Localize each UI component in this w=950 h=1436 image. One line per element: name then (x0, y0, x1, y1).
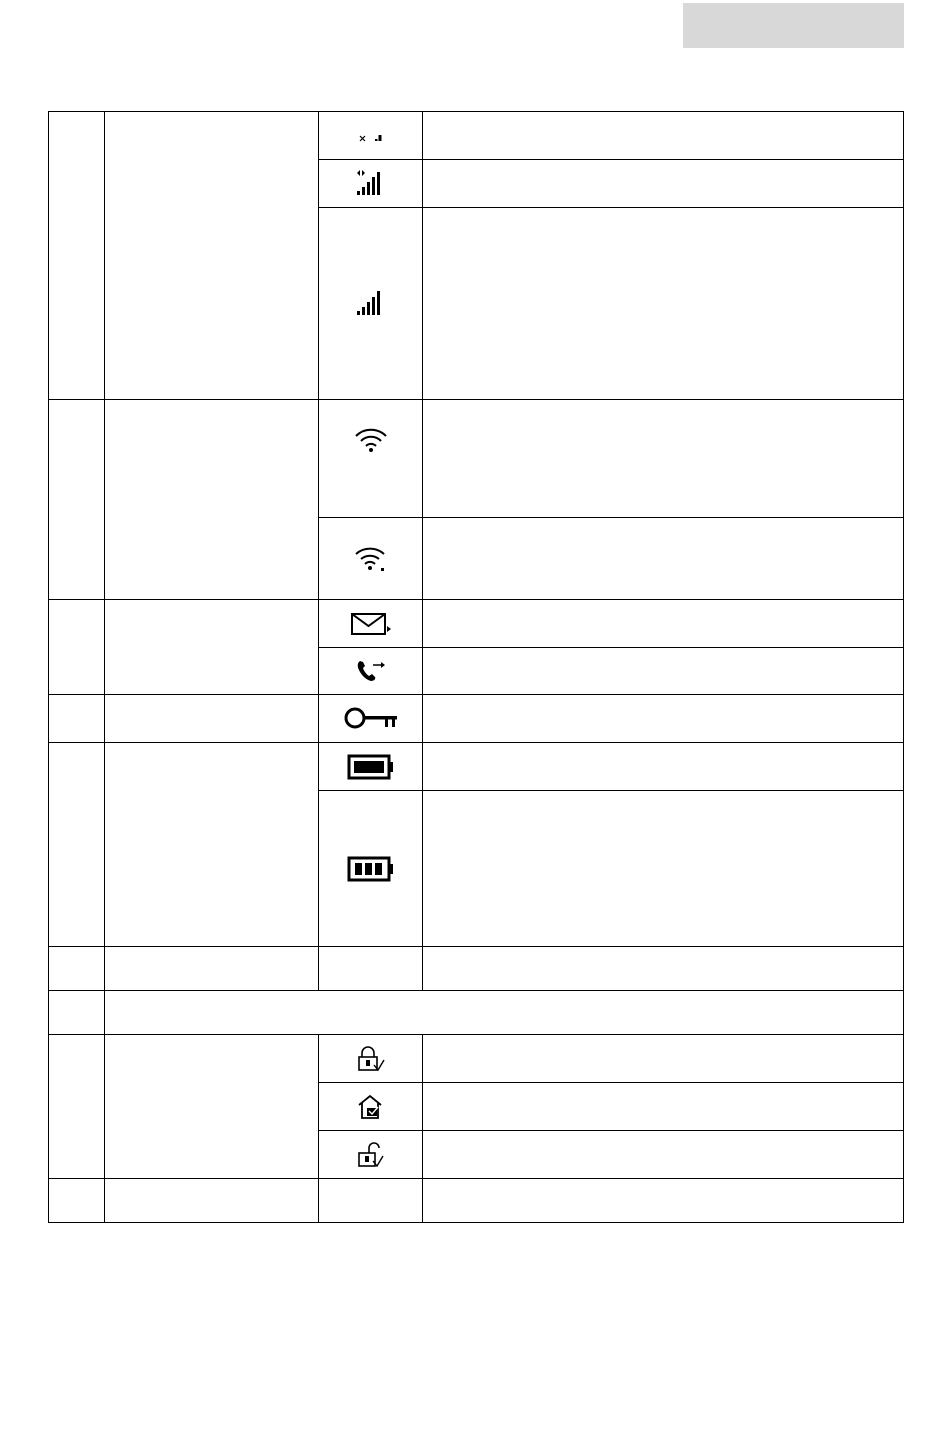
item-name (105, 111, 318, 399)
icon-description (424, 208, 902, 399)
battery-full-icon (319, 743, 422, 790)
icon-description (424, 791, 902, 946)
item-name (105, 947, 318, 990)
row-number (48, 1179, 104, 1222)
row-number (48, 1035, 104, 1178)
icon-description (424, 1131, 902, 1178)
wifi-icon (319, 400, 422, 482)
icon-description (424, 1179, 902, 1222)
item-name (105, 600, 318, 694)
network-unlock-icon (319, 1131, 422, 1178)
item-name (105, 695, 318, 742)
row-number (48, 695, 104, 742)
row-number (48, 400, 104, 599)
home-network-icon (319, 1083, 422, 1130)
item-name (105, 1179, 318, 1222)
network-lock-icon (319, 1035, 422, 1082)
merged-row-text (105, 991, 902, 1034)
icon-description (424, 112, 902, 159)
icon-description (424, 160, 902, 207)
page-header-tab (683, 3, 904, 48)
row-number (48, 991, 104, 1034)
icon-description (424, 743, 902, 790)
sms-forward-icon (319, 600, 422, 647)
signal-data-transfer-icon (319, 160, 422, 207)
row-number (48, 600, 104, 694)
call-forward-icon (319, 648, 422, 694)
wifi-connected-devices-icon (319, 518, 422, 599)
row-number (48, 111, 104, 399)
row-number (48, 947, 104, 990)
battery-charging-icon (319, 791, 422, 946)
signal-strength-icon (319, 208, 422, 399)
icon-description (424, 1083, 902, 1130)
item-name (105, 400, 318, 599)
row-number (48, 743, 104, 946)
key-icon (319, 695, 422, 742)
item-name (105, 1035, 318, 1178)
item-name (105, 743, 318, 946)
icon-description (424, 648, 902, 694)
icon-description (424, 1035, 902, 1082)
icon-description (424, 947, 902, 990)
icon-description (424, 600, 902, 647)
status-icon-table (48, 111, 904, 1223)
no-signal-icon (319, 112, 422, 159)
icon-description (424, 695, 902, 742)
icon-description (424, 518, 902, 599)
icon-description (424, 400, 902, 517)
